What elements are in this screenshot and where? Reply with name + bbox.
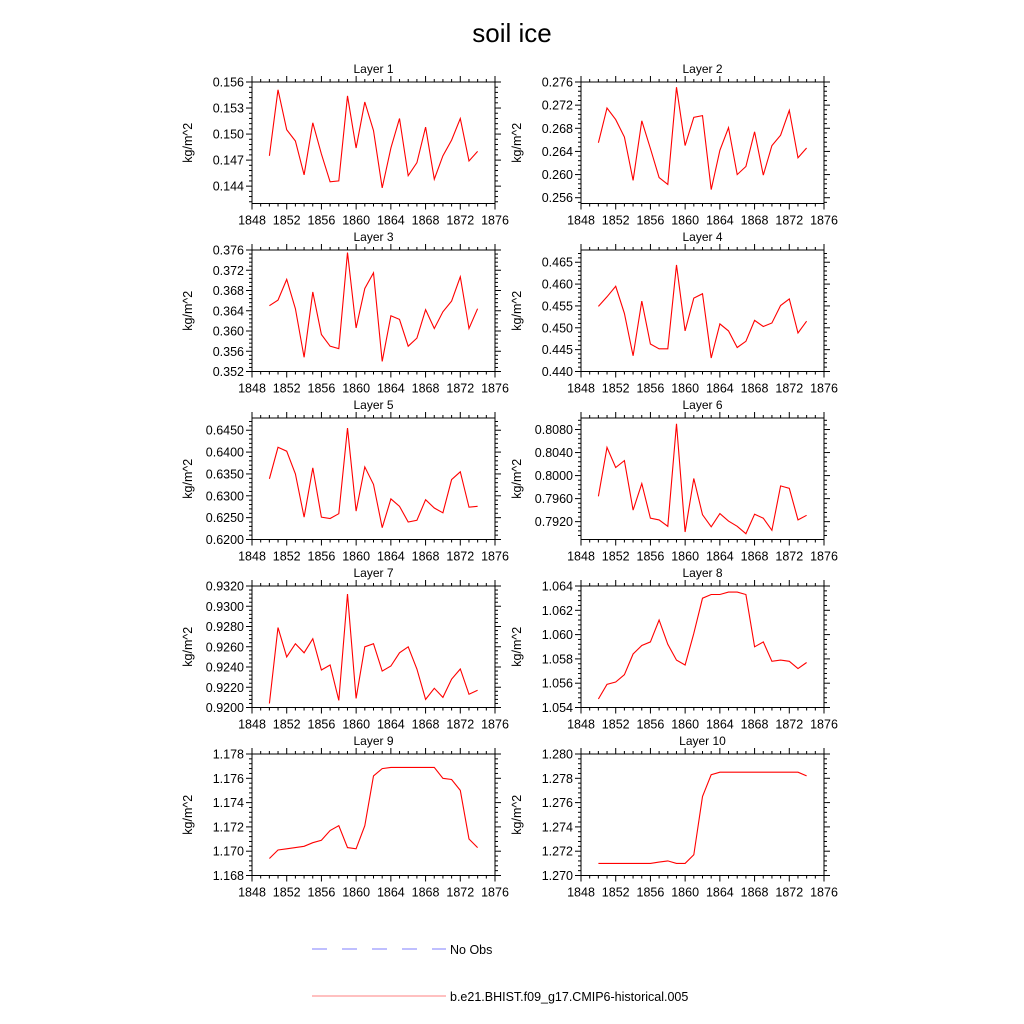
x-tick-label: 1872 [775, 885, 804, 900]
x-tick-label: 1860 [342, 549, 371, 564]
series-line [269, 594, 477, 703]
x-tick-label: 1872 [446, 885, 475, 900]
x-tick-label: 1876 [481, 885, 509, 900]
y-tick-label: 1.172 [212, 820, 244, 835]
x-tick-label: 1876 [810, 213, 838, 228]
x-tick-label: 1872 [775, 213, 804, 228]
y-tick-label: 1.168 [212, 869, 244, 883]
y-axis-label: kg/m^2 [181, 626, 195, 667]
y-tick-label: 0.360 [212, 324, 244, 339]
x-tick-label: 1860 [671, 381, 700, 396]
y-tick-label: 1.064 [541, 579, 573, 594]
y-tick-label: 0.9240 [205, 660, 244, 675]
panel-layer-5 [181, 398, 509, 564]
x-tick-label: 1852 [272, 549, 301, 564]
x-tick-label: 1864 [376, 549, 405, 564]
x-tick-label: 1852 [272, 885, 301, 900]
y-tick-label: 0.9300 [205, 599, 244, 614]
x-tick-label: 1856 [636, 381, 665, 396]
x-tick-label: 1872 [775, 381, 804, 396]
series-line [269, 253, 477, 362]
x-tick-label: 1860 [671, 213, 700, 228]
x-tick-label: 1860 [342, 717, 371, 732]
y-tick-label: 1.280 [541, 747, 573, 762]
x-tick-label: 1860 [342, 213, 371, 228]
y-tick-label: 0.450 [541, 321, 573, 336]
y-tick-label: 0.6450 [205, 423, 244, 438]
x-tick-label: 1868 [411, 717, 440, 732]
panels [181, 62, 838, 900]
y-axis-label: kg/m^2 [181, 290, 195, 331]
y-tick-label: 0.150 [212, 127, 244, 142]
x-tick-label: 1848 [238, 885, 266, 900]
x-tick-label: 1876 [481, 549, 509, 564]
y-tick-label: 1.056 [541, 676, 573, 691]
y-tick-label: 0.272 [541, 98, 573, 113]
y-tick-label: 1.174 [212, 796, 244, 811]
x-tick-label: 1848 [238, 213, 266, 228]
y-tick-label: 0.9220 [205, 680, 244, 695]
x-tick-label: 1852 [272, 381, 301, 396]
x-tick-label: 1872 [775, 549, 804, 564]
panel-layer-9 [181, 734, 509, 900]
panel-layer-1 [181, 62, 509, 228]
y-tick-label: 1.274 [541, 820, 573, 835]
y-tick-label: 0.352 [212, 365, 244, 379]
x-tick-label: 1852 [601, 717, 630, 732]
x-tick-label: 1852 [601, 381, 630, 396]
series-line [269, 90, 477, 188]
x-tick-label: 1864 [376, 717, 405, 732]
x-tick-label: 1876 [481, 717, 509, 732]
panel-title: Layer 9 [353, 734, 394, 748]
x-tick-label: 1848 [567, 213, 595, 228]
y-tick-label: 0.9320 [205, 579, 244, 594]
panel-layer-2 [510, 62, 838, 228]
y-tick-label: 0.6350 [205, 467, 244, 482]
x-tick-label: 1864 [705, 549, 734, 564]
x-tick-label: 1872 [446, 717, 475, 732]
x-tick-label: 1848 [238, 717, 266, 732]
x-tick-label: 1864 [705, 213, 734, 228]
legend-no-obs-label: No Obs [450, 943, 493, 957]
plot-frame [252, 82, 495, 204]
y-tick-label: 0.144 [212, 179, 244, 194]
x-tick-label: 1868 [411, 381, 440, 396]
x-tick-label: 1860 [342, 885, 371, 900]
panel-layer-3 [181, 230, 509, 396]
plot-frame [252, 250, 495, 372]
y-tick-label: 1.060 [541, 628, 573, 643]
y-tick-label: 1.176 [212, 771, 244, 786]
x-tick-label: 1872 [775, 717, 804, 732]
panel-layer-6 [510, 398, 838, 564]
x-tick-label: 1848 [567, 717, 595, 732]
panel-title: Layer 2 [682, 62, 723, 76]
y-tick-label: 0.465 [541, 255, 573, 270]
x-tick-label: 1876 [810, 717, 838, 732]
panel-title: Layer 5 [353, 398, 394, 412]
y-tick-label: 0.364 [212, 304, 244, 319]
x-tick-label: 1864 [705, 717, 734, 732]
panel-title: Layer 1 [353, 62, 394, 76]
panel-layer-7 [181, 566, 509, 732]
y-tick-label: 0.264 [541, 144, 573, 159]
plot-frame [581, 250, 824, 372]
x-tick-label: 1868 [740, 213, 769, 228]
x-tick-label: 1864 [376, 213, 405, 228]
panel-title: Layer 10 [679, 734, 726, 748]
y-tick-label: 0.8080 [534, 423, 573, 438]
y-tick-label: 1.178 [212, 747, 244, 762]
x-tick-label: 1864 [376, 381, 405, 396]
y-tick-label: 0.6300 [205, 489, 244, 504]
y-tick-label: 0.372 [212, 263, 244, 278]
x-tick-label: 1856 [307, 549, 336, 564]
plot-frame [252, 586, 495, 708]
y-axis-label: kg/m^2 [510, 626, 524, 667]
legend-model-label: b.e21.BHIST.f09_g17.CMIP6-historical.005 [450, 990, 689, 1004]
panel-title: Layer 4 [682, 230, 723, 244]
x-tick-label: 1868 [740, 885, 769, 900]
x-tick-label: 1852 [272, 717, 301, 732]
x-tick-label: 1856 [307, 381, 336, 396]
y-tick-label: 1.058 [541, 652, 573, 667]
y-tick-label: 1.276 [541, 796, 573, 811]
x-tick-label: 1876 [481, 381, 509, 396]
x-tick-label: 1864 [705, 885, 734, 900]
x-tick-label: 1864 [376, 885, 405, 900]
plot-frame [252, 418, 495, 540]
x-tick-label: 1848 [238, 381, 266, 396]
x-tick-label: 1856 [636, 717, 665, 732]
y-axis-label: kg/m^2 [510, 458, 524, 499]
x-tick-label: 1872 [446, 213, 475, 228]
plot-frame [252, 754, 495, 876]
y-tick-label: 1.270 [541, 869, 573, 883]
y-axis-label: kg/m^2 [181, 794, 195, 835]
y-tick-label: 0.368 [212, 284, 244, 298]
x-tick-label: 1876 [481, 213, 509, 228]
legend [312, 943, 688, 1004]
x-tick-label: 1848 [567, 381, 595, 396]
plot-frame [581, 82, 824, 204]
x-tick-label: 1848 [567, 885, 595, 900]
panel-layer-4 [510, 230, 838, 396]
x-tick-label: 1860 [671, 549, 700, 564]
y-axis-label: kg/m^2 [510, 794, 524, 835]
y-tick-label: 0.376 [212, 243, 244, 258]
y-tick-label: 0.9280 [205, 620, 244, 634]
x-tick-label: 1864 [705, 381, 734, 396]
x-tick-label: 1856 [636, 885, 665, 900]
plot-frame [581, 418, 824, 540]
x-tick-label: 1868 [740, 717, 769, 732]
y-tick-label: 0.445 [541, 343, 573, 358]
panel-title: Layer 3 [353, 230, 394, 244]
x-tick-label: 1852 [272, 213, 301, 228]
y-tick-label: 1.062 [541, 603, 573, 618]
y-tick-label: 0.6200 [205, 533, 244, 547]
x-tick-label: 1868 [411, 213, 440, 228]
x-tick-label: 1876 [810, 549, 838, 564]
x-tick-label: 1852 [601, 213, 630, 228]
x-tick-label: 1876 [810, 885, 838, 900]
y-tick-label: 0.153 [212, 101, 244, 116]
x-tick-label: 1876 [810, 381, 838, 396]
x-tick-label: 1868 [740, 549, 769, 564]
y-tick-label: 0.6250 [205, 511, 244, 526]
panel-title: Layer 7 [353, 566, 394, 580]
y-tick-label: 0.260 [541, 168, 573, 183]
y-axis-label: kg/m^2 [510, 122, 524, 163]
y-tick-label: 0.455 [541, 299, 573, 314]
panel-title: Layer 8 [682, 566, 723, 580]
panel-title: Layer 6 [682, 398, 723, 412]
x-tick-label: 1856 [307, 885, 336, 900]
x-tick-label: 1872 [446, 381, 475, 396]
x-tick-label: 1868 [411, 885, 440, 900]
x-tick-label: 1856 [636, 213, 665, 228]
plot-frame [581, 586, 824, 708]
x-tick-label: 1860 [671, 885, 700, 900]
x-tick-label: 1856 [307, 717, 336, 732]
series-line [598, 772, 806, 863]
x-tick-label: 1856 [636, 549, 665, 564]
y-tick-label: 0.356 [212, 344, 244, 359]
y-axis-label: kg/m^2 [181, 458, 195, 499]
series-line [598, 87, 806, 189]
y-tick-label: 1.278 [541, 771, 573, 786]
y-tick-label: 0.7960 [534, 492, 573, 507]
y-tick-label: 0.256 [541, 191, 573, 206]
chart-title: soil ice [472, 18, 552, 48]
y-tick-label: 0.156 [212, 75, 244, 90]
y-tick-label: 0.8000 [534, 469, 573, 484]
x-tick-label: 1848 [238, 549, 266, 564]
y-tick-label: 0.147 [212, 153, 244, 168]
y-tick-label: 0.8040 [534, 446, 573, 461]
panel-layer-10 [510, 734, 838, 900]
x-tick-label: 1868 [740, 381, 769, 396]
y-tick-label: 0.9200 [205, 701, 244, 715]
panel-layer-8 [510, 566, 838, 732]
y-axis-label: kg/m^2 [510, 290, 524, 331]
x-tick-label: 1860 [671, 717, 700, 732]
x-tick-label: 1860 [342, 381, 371, 396]
x-tick-label: 1852 [601, 885, 630, 900]
x-tick-label: 1868 [411, 549, 440, 564]
x-tick-label: 1872 [446, 549, 475, 564]
y-tick-label: 1.054 [541, 701, 573, 715]
series-line [598, 265, 806, 358]
series-line [598, 424, 806, 534]
y-tick-label: 1.170 [212, 844, 244, 859]
y-tick-label: 0.268 [541, 121, 573, 136]
x-tick-label: 1852 [601, 549, 630, 564]
y-axis-label: kg/m^2 [181, 122, 195, 163]
y-tick-label: 0.276 [541, 75, 573, 90]
y-tick-label: 0.460 [541, 277, 573, 292]
x-tick-label: 1848 [567, 549, 595, 564]
y-tick-label: 0.9260 [205, 640, 244, 655]
y-tick-label: 0.7920 [534, 515, 573, 530]
series-line [269, 767, 477, 858]
y-tick-label: 0.6400 [205, 445, 244, 460]
y-tick-label: 0.440 [541, 365, 573, 379]
x-tick-label: 1856 [307, 213, 336, 228]
series-line [269, 428, 477, 528]
series-line [598, 592, 806, 699]
y-tick-label: 1.272 [541, 844, 573, 859]
